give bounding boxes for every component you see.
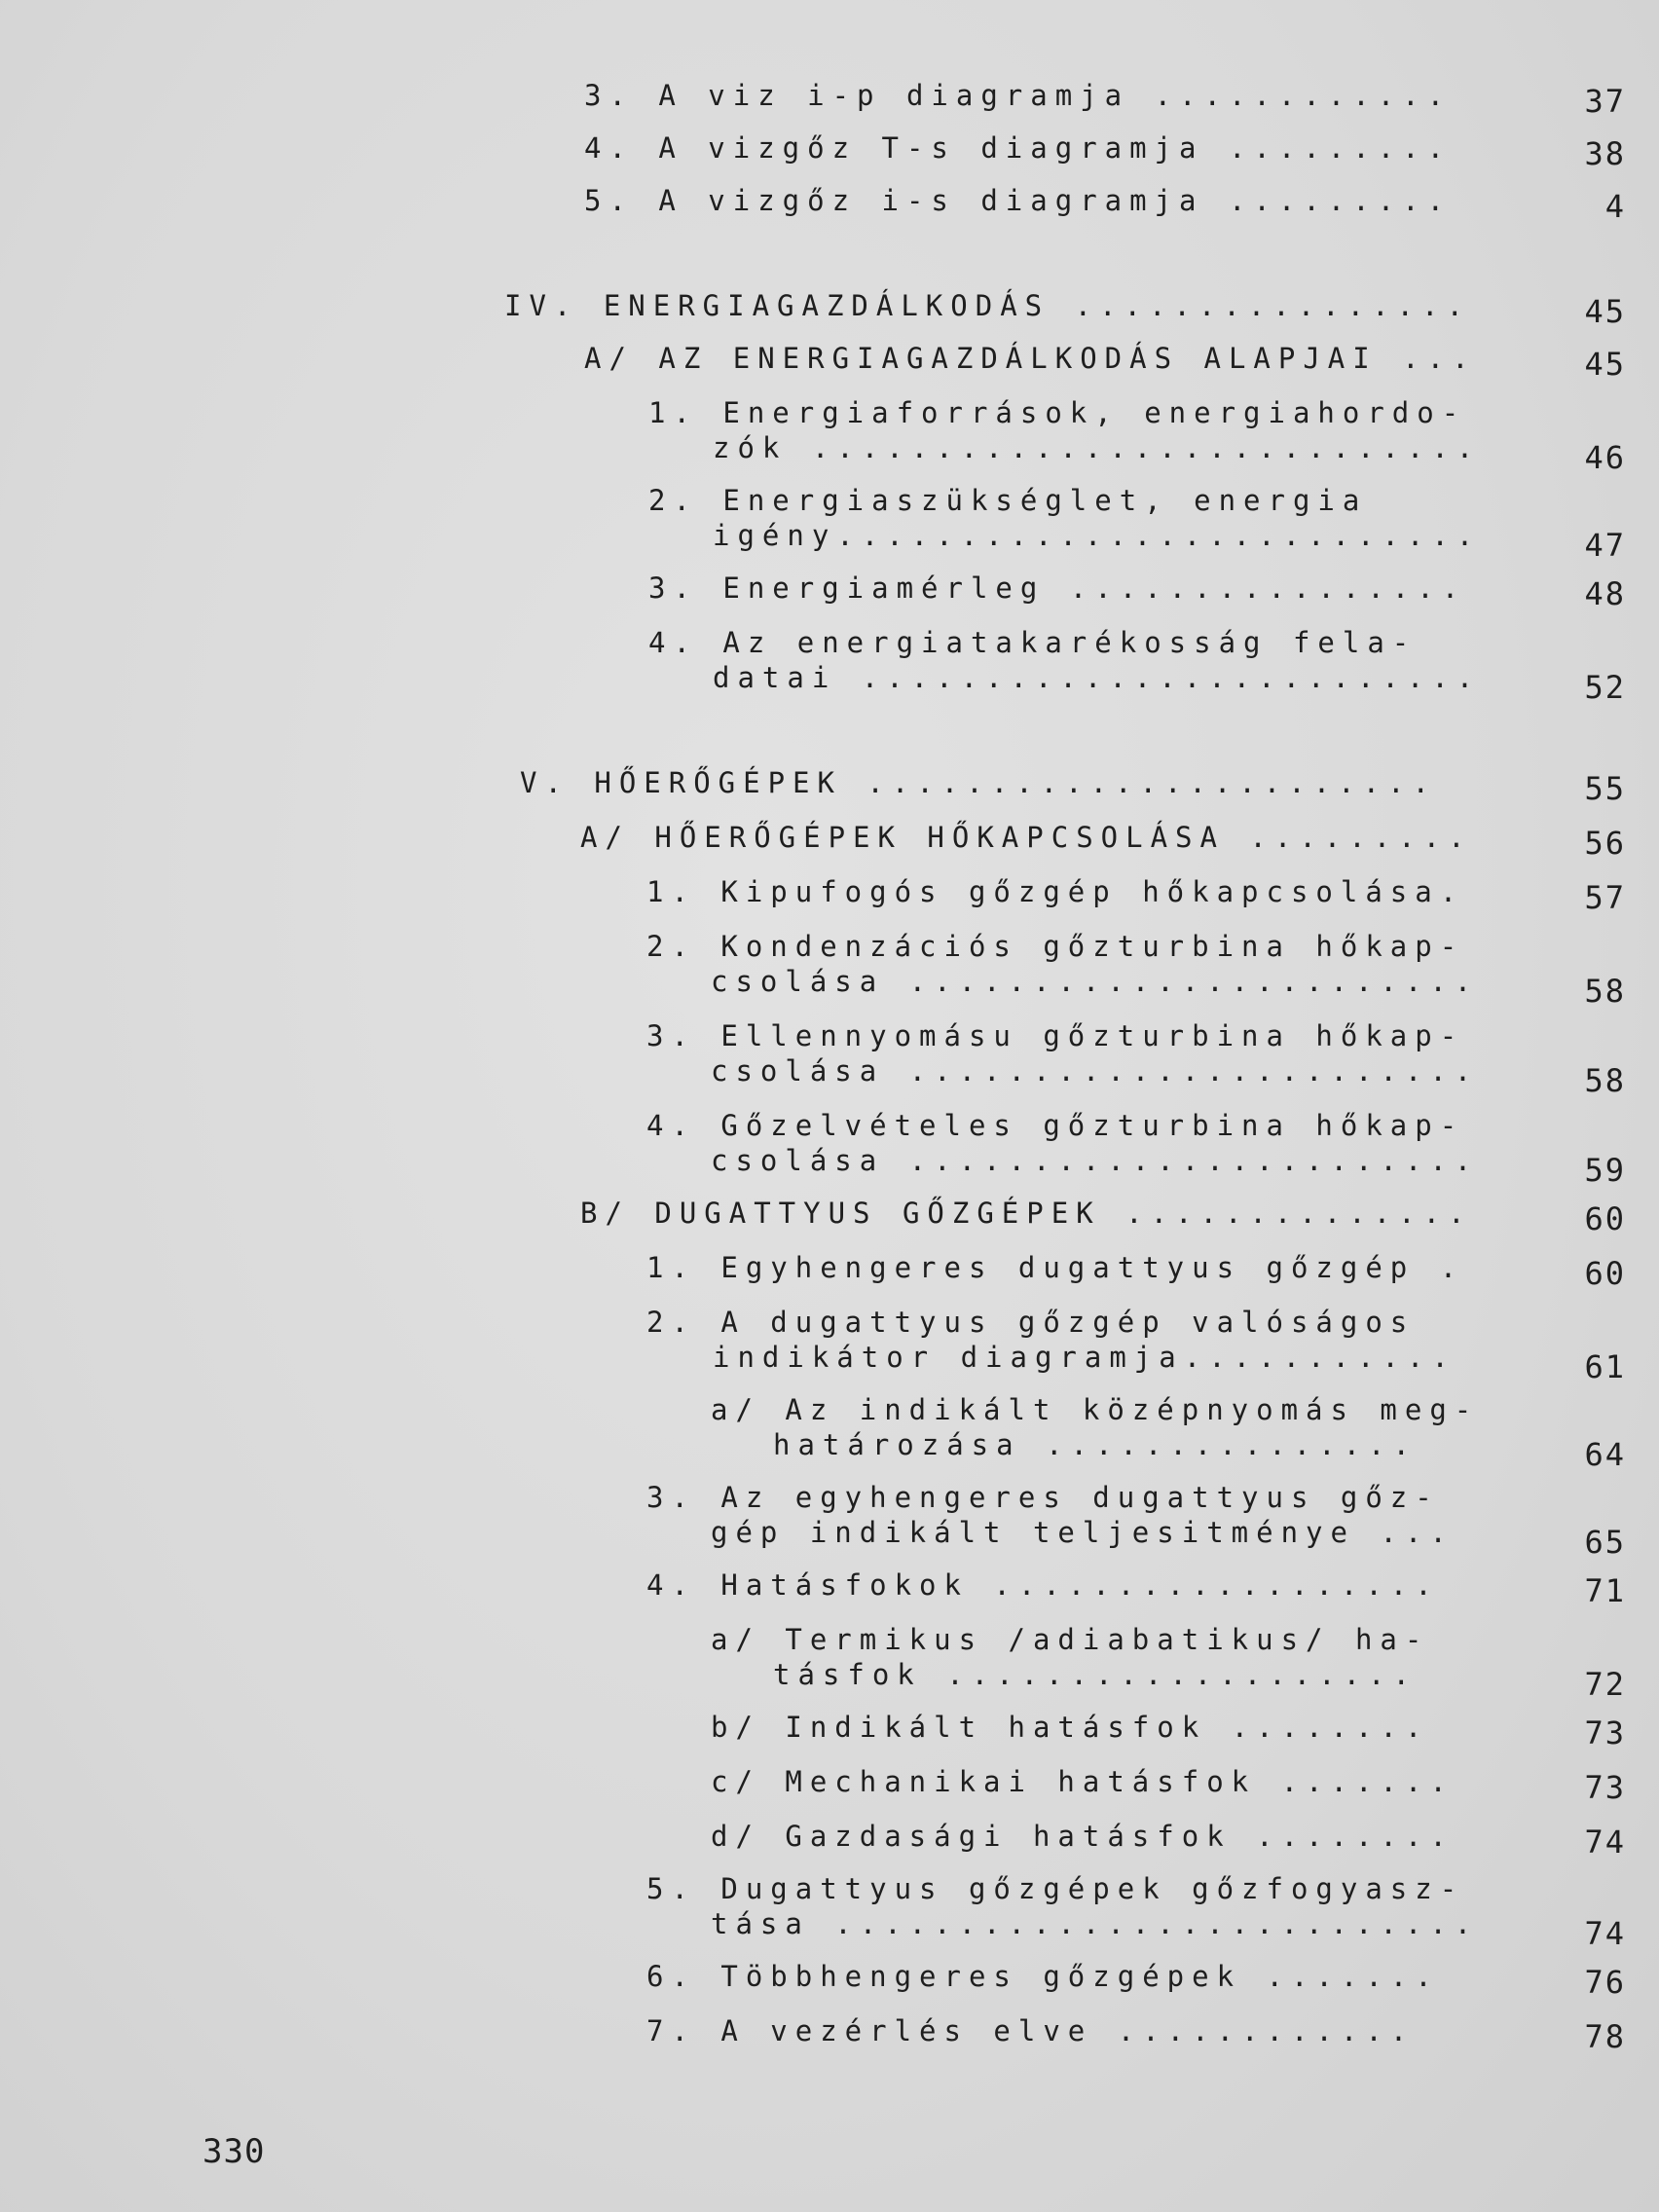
toc-entry-title: V. HŐERŐGÉPEK .......................: [520, 766, 1438, 799]
toc-entry-title: d/ Gazdasági hatásfok ........: [711, 1820, 1455, 1853]
toc-entry-title: 1. Energiaforrások, energiahordo-: [648, 396, 1467, 429]
toc-entry-title-continued: határozása ...............: [773, 1428, 1418, 1461]
toc-entry-title: 4. Az energiatakarékosság fela-: [648, 626, 1418, 659]
toc-entry-title-continued: csolása .......................: [711, 1054, 1480, 1088]
toc-entry-page: 74: [1584, 1824, 1626, 1861]
toc-entry-title-continued: csolása .......................: [711, 1144, 1480, 1177]
toc-entry-page: 73: [1584, 1714, 1626, 1751]
toc-entry-title-continued: tása ..........................: [711, 1907, 1480, 1940]
toc-entry-page: 78: [1584, 2018, 1626, 2055]
toc-entry-page: 38: [1584, 135, 1626, 172]
toc-entry-page: 60: [1584, 1255, 1626, 1292]
toc-entry-page: 58: [1584, 973, 1626, 1010]
toc-entry-page: 45: [1584, 346, 1626, 383]
page-number: 330: [203, 2132, 266, 2171]
toc-entry-title: 3. A viz i-p diagramja ............: [584, 79, 1453, 112]
toc-entry-title: 4. Hatásfokok ..................: [646, 1568, 1440, 1602]
toc-entry-title: 3. Ellennyomásu gőzturbina hőkap-: [646, 1019, 1465, 1052]
toc-entry-page: 61: [1584, 1348, 1626, 1385]
toc-entry-title-continued: igény..........................: [713, 519, 1482, 552]
toc-entry-page: 60: [1584, 1200, 1626, 1237]
toc-entry-page: 4: [1604, 188, 1626, 225]
toc-entry-title: B/ DUGATTYUS GŐZGÉPEK ..............: [580, 1197, 1473, 1230]
toc-entry-page: 64: [1584, 1436, 1626, 1473]
toc-entry-title: A/ HŐERŐGÉPEK HŐKAPCSOLÁSA .........: [580, 821, 1473, 854]
toc-entry-title: 7. A vezérlés elve ............: [646, 2014, 1416, 2047]
toc-entry-title: 4. A vizgőz T-s diagramja .........: [584, 131, 1453, 165]
toc-entry-page: 55: [1584, 770, 1626, 807]
toc-entry-page: 47: [1584, 527, 1626, 564]
toc-entry-title: b/ Indikált hatásfok ........: [711, 1711, 1430, 1744]
toc-entry-page: 45: [1584, 293, 1626, 330]
toc-entry-page: 48: [1584, 575, 1626, 612]
toc-entry-page: 56: [1584, 825, 1626, 862]
toc-entry-title: 3. Az egyhengeres dugattyus gőz-: [646, 1481, 1440, 1514]
toc-entry-title: c/ Mechanikai hatásfok .......: [711, 1765, 1455, 1798]
toc-entry-title: 4. Gőzelvételes gőzturbina hőkap-: [646, 1109, 1465, 1142]
toc-entry-page: 71: [1584, 1572, 1626, 1609]
toc-entry-page: 72: [1584, 1666, 1626, 1703]
toc-entry-title: 2. A dugattyus gőzgép valóságos: [646, 1306, 1416, 1339]
toc-entry-title-continued: zók ...........................: [713, 431, 1482, 464]
toc-entry-title: IV. ENERGIAGAZDÁLKODÁS ................: [504, 289, 1471, 322]
toc-entry-page: 52: [1584, 669, 1626, 706]
toc-entry-title: 2. Kondenzációs gőzturbina hőkap-: [646, 930, 1465, 963]
toc-entry-page: 58: [1584, 1062, 1626, 1099]
toc-entry-title: 5. Dugattyus gőzgépek gőzfogyasz-: [646, 1872, 1465, 1905]
toc-entry-page: 65: [1584, 1524, 1626, 1561]
toc-entry-title-continued: tásfok ...................: [773, 1658, 1418, 1691]
toc-entry-page: 73: [1584, 1769, 1626, 1806]
toc-entry-title: 2. Energiaszükséglet, energia: [648, 484, 1368, 517]
toc-entry-title: A/ AZ ENERGIAGAZDÁLKODÁS ALAPJAI ...: [584, 342, 1477, 375]
toc-entry-title: a/ Termikus /adiabatikus/ ha-: [711, 1623, 1430, 1656]
toc-entry-title: 1. Egyhengeres dugattyus gőzgép .: [646, 1251, 1465, 1284]
toc-entry-page: 76: [1584, 1964, 1626, 2001]
toc-entry-title-continued: indikátor diagramja...........: [713, 1341, 1456, 1374]
toc-entry-page: 57: [1584, 879, 1626, 916]
toc-entry-title: 5. A vizgőz i-s diagramja .........: [584, 184, 1453, 217]
toc-entry-page: 59: [1584, 1152, 1626, 1189]
toc-entry-page: 74: [1584, 1915, 1626, 1952]
toc-entry-title: 6. Többhengeres gőzgépek .......: [646, 1960, 1440, 1993]
toc-entry-title-continued: csolása .......................: [711, 965, 1480, 998]
toc-entry-title-continued: datai .........................: [713, 661, 1482, 694]
toc-entry-title-continued: gép indikált teljesitménye ...: [711, 1516, 1455, 1549]
toc-entry-page: 37: [1584, 83, 1626, 120]
toc-entry-title: 3. Energiamérleg ................: [648, 571, 1467, 605]
toc-entry-page: 46: [1584, 439, 1626, 476]
toc-entry-title: 1. Kipufogós gőzgép hőkapcsolása.: [646, 875, 1465, 908]
toc-entry-title: a/ Az indikált középnyomás meg-: [711, 1393, 1480, 1426]
